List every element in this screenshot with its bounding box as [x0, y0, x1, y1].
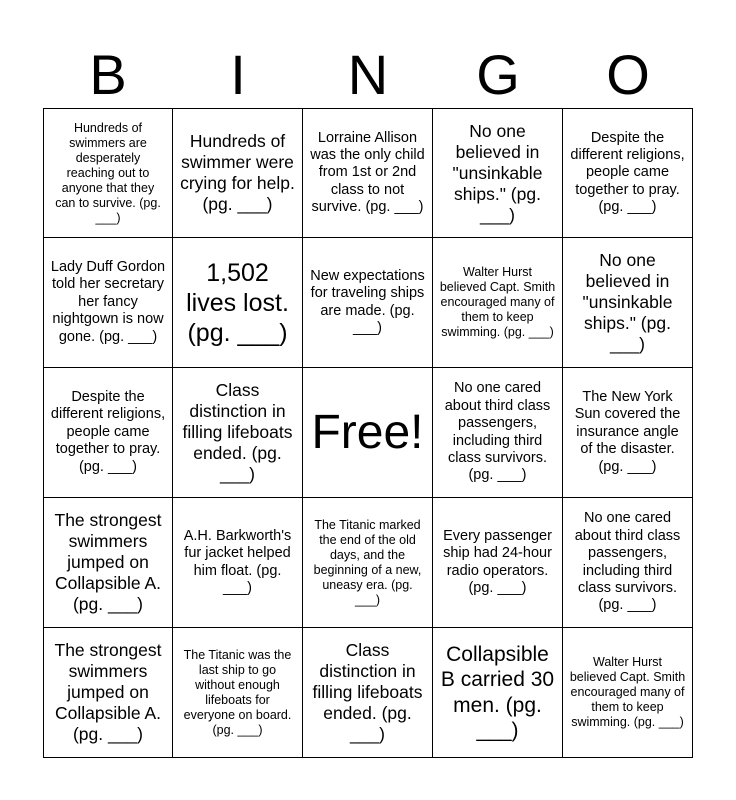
bingo-cell[interactable] [563, 108, 693, 238]
bingo-cell[interactable] [433, 628, 563, 758]
bingo-cell[interactable] [563, 238, 693, 368]
cell-text: The strongest swimmers jumped on Collapsible A. (pg. ___) [54, 510, 162, 614]
bingo-cell[interactable] [173, 238, 303, 368]
cell-text: No one believed in "unsinkable ships." (pg. ___) [582, 250, 673, 354]
header-letter-n: N [347, 43, 389, 106]
cell-text: Lady Duff Gordon told her secretary her fancy nightgown is now gone. (pg. ___) [50, 259, 166, 345]
bingo-cell[interactable] [43, 368, 173, 498]
bingo-cell[interactable] [303, 108, 433, 238]
bingo-cell[interactable] [563, 368, 693, 498]
header-letter-o: O [606, 43, 650, 106]
bingo-cell[interactable] [303, 628, 433, 758]
cell-text: Hundreds of swimmer were crying for help. (pg. ___) [180, 131, 295, 214]
cell-text: Despite the different religions, people came together to pray. (pg. ___) [50, 389, 166, 475]
cell-text: The Titanic marked the end of the old days, and the beginning of a new, uneasy era. (pg. ___) [313, 517, 422, 607]
bingo-cell[interactable] [563, 628, 693, 758]
cell-text: A.H. Barkworth's fur jacket helped him float. (pg. ___) [183, 527, 292, 596]
bingo-cell[interactable] [43, 628, 173, 758]
cell-text: 1,502 lives lost. (pg. ___) [186, 258, 289, 347]
cell-text: Class distinction in filling lifeboats ended. (pg. ___) [182, 380, 293, 484]
free-space[interactable] [303, 368, 433, 498]
cell-text: The strongest swimmers jumped on Collapsible A. (pg. ___) [54, 640, 162, 744]
bingo-board [43, 108, 693, 758]
bingo-cell[interactable] [173, 628, 303, 758]
bingo-cell[interactable] [173, 368, 303, 498]
cell-text: Walter Hurst believed Capt. Smith encouraged many of them to keep swimming. (pg. ___) [439, 265, 556, 339]
bingo-cell[interactable] [303, 238, 433, 368]
cell-text: No one cared about third class passengers, including third class survivors. (pg. ___) [444, 380, 551, 484]
cell-text: No one believed in "unsinkable ships." (pg. ___) [452, 120, 543, 225]
cell-text: Lorraine Allison was the only child from 1st or 2nd class to not survive. (pg. ___) [310, 129, 425, 216]
bingo-cell[interactable] [43, 238, 173, 368]
header-letter-b: B [89, 43, 127, 106]
bingo-cell[interactable] [433, 108, 563, 238]
cell-text: Collapsible B carried 30 men. (pg. ___) [440, 643, 555, 742]
bingo-cell[interactable] [433, 368, 563, 498]
cell-text: Despite the different religions, people came together to pray. (pg. ___) [570, 129, 685, 216]
bingo-cell[interactable] [563, 498, 693, 628]
cell-text: Class distinction in filling lifeboats ended. (pg. ___) [312, 640, 423, 744]
bingo-cell[interactable] [303, 498, 433, 628]
cell-text: Every passenger ship had 24-hour radio operators. (pg. ___) [443, 527, 552, 596]
header-letter-i: I [230, 43, 246, 106]
header-letter-g: G [476, 43, 520, 106]
bingo-cell[interactable] [173, 108, 303, 238]
cell-text: Walter Hurst believed Capt. Smith encouraged many of them to keep swimming. (pg. ___) [569, 655, 686, 729]
cell-text: New expectations for traveling ships are made. (pg. ___) [310, 267, 425, 336]
cell-text: The Titanic was the last ship to go without enough lifeboats for everyone on board. (pg. ___) [183, 647, 292, 737]
bingo-cell[interactable] [433, 238, 563, 368]
bingo-cell[interactable] [43, 108, 173, 238]
cell-text: The New York Sun covered the insurance angle of the disaster. (pg. ___) [574, 389, 681, 475]
bingo-cell[interactable] [433, 498, 563, 628]
cell-text: No one cared about third class passengers, including third class survivors. (pg. ___) [574, 510, 681, 614]
cell-text: Hundreds of swimmers are desperately reaching out to anyone that they can to survive. (pg. ___) [55, 120, 161, 225]
bingo-cell[interactable] [173, 498, 303, 628]
bingo-header [43, 42, 693, 108]
free-space-text: Free! [311, 405, 424, 459]
bingo-cell[interactable] [43, 498, 173, 628]
